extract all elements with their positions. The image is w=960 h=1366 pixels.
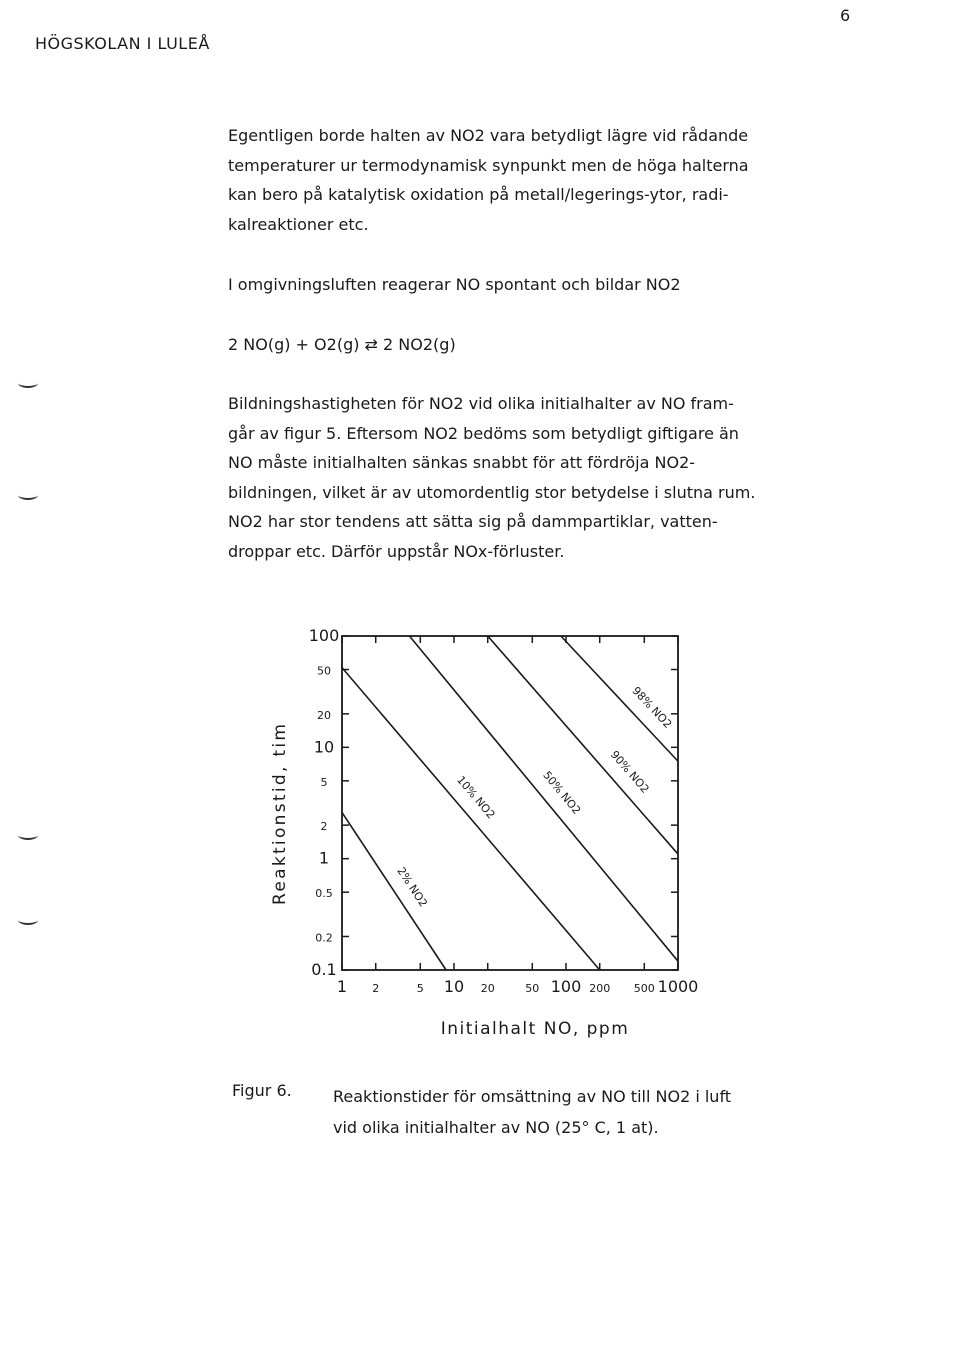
series-line bbox=[488, 636, 678, 854]
paragraph-line: Egentligen borde halten av NO2 vara betydligt lägre vid rådande bbox=[228, 126, 749, 145]
x-tick-label: 20 bbox=[480, 982, 495, 995]
equation-line: 2 NO(g) + O2(g) ⇄ 2 NO2(g) bbox=[228, 335, 456, 354]
series-label: 50% NO2 bbox=[540, 768, 584, 817]
x-axis-title: Initialhalt NO, ppm bbox=[440, 1019, 630, 1039]
paragraph-line: I omgivningsluften reagerar NO spontant och bildar NO2 bbox=[228, 275, 681, 294]
page-number: 6 bbox=[840, 6, 851, 25]
caption-line: Reaktionstider för omsättning av NO till NO2 i luft bbox=[333, 1087, 732, 1106]
y-tick-label: 0.2 bbox=[315, 931, 333, 945]
series-line bbox=[342, 812, 446, 970]
x-tick-label: 1000 bbox=[657, 977, 699, 996]
y-tick-label: 100 bbox=[308, 626, 340, 645]
y-tick-label: 1 bbox=[318, 848, 330, 868]
x-tick-label: 2 bbox=[372, 982, 380, 995]
paragraph-line: går av figur 5. Eftersom NO2 bedöms som betydligt giftigare än bbox=[228, 423, 739, 443]
x-tick-label: 100 bbox=[550, 977, 582, 996]
x-tick-label: 50 bbox=[525, 982, 540, 995]
x-tick-label: 500 bbox=[633, 982, 655, 995]
margin-mark bbox=[18, 490, 38, 500]
reaction-equation bbox=[228, 330, 456, 360]
series-label: 10% NO2 bbox=[454, 773, 498, 822]
paragraph-line: kalreaktioner etc. bbox=[228, 214, 369, 234]
paragraph-line: bildningen, vilket är av utomordentlig stor betydelse i slutna rum. bbox=[228, 482, 756, 502]
x-tick-label: 10 bbox=[443, 977, 465, 996]
figure-6-chart bbox=[0, 600, 960, 1060]
y-tick-label: 5 bbox=[320, 775, 328, 789]
paragraph-2 bbox=[228, 270, 681, 300]
figure-caption-label: Figur 6. bbox=[232, 1081, 292, 1100]
series-label: 2% NO2 bbox=[394, 864, 430, 910]
paragraph-line: droppar etc. Därför uppstår NOx-förluster. bbox=[228, 541, 565, 561]
paragraph-line: NO2 har stor tendens att sätta sig på dammpartiklar, vatten- bbox=[228, 512, 718, 531]
axis-ticks bbox=[342, 636, 678, 970]
series-lines bbox=[342, 636, 678, 970]
paragraph-line: temperaturer ur termodynamisk synpunkt men de höga halterna bbox=[228, 155, 749, 175]
series-line bbox=[561, 636, 678, 761]
paragraph-line: kan bero på katalytisk oxidation på metall/legerings-ytor, radi- bbox=[228, 185, 729, 204]
plot-frame bbox=[342, 636, 678, 970]
paragraph-1 bbox=[228, 121, 749, 239]
y-tick-label: 20 bbox=[317, 708, 331, 722]
page-header: HÖGSKOLAN I LULEÅ bbox=[35, 34, 210, 53]
series-label: 98% NO2 bbox=[629, 684, 675, 731]
caption-line: vid olika initialhalter av NO (25° C, 1 at). bbox=[333, 1118, 659, 1137]
y-axis-title: Reaktionstid, tim bbox=[270, 721, 290, 905]
y-tick-label: 50 bbox=[317, 664, 331, 678]
y-tick-label: 0.5 bbox=[315, 887, 333, 901]
x-tick-label: 200 bbox=[589, 982, 611, 995]
x-tick-label: 1 bbox=[336, 977, 348, 996]
y-tick-label: 10 bbox=[313, 737, 335, 757]
chart-svg bbox=[0, 600, 960, 1060]
margin-mark bbox=[18, 378, 38, 388]
x-tick-label: 5 bbox=[416, 982, 424, 995]
y-tick-label: 0.1 bbox=[311, 960, 337, 979]
paragraph-4 bbox=[228, 389, 840, 566]
paragraph-line: NO måste initialhalten sänkas snabbt för att fördröja NO2- bbox=[228, 453, 696, 472]
figure-caption bbox=[333, 1081, 853, 1143]
series-label: 90% NO2 bbox=[607, 748, 652, 796]
paragraph-line: Bildningshastigheten för NO2 vid olika initialhalter av NO fram- bbox=[228, 394, 734, 413]
y-tick-label: 2 bbox=[320, 820, 328, 834]
